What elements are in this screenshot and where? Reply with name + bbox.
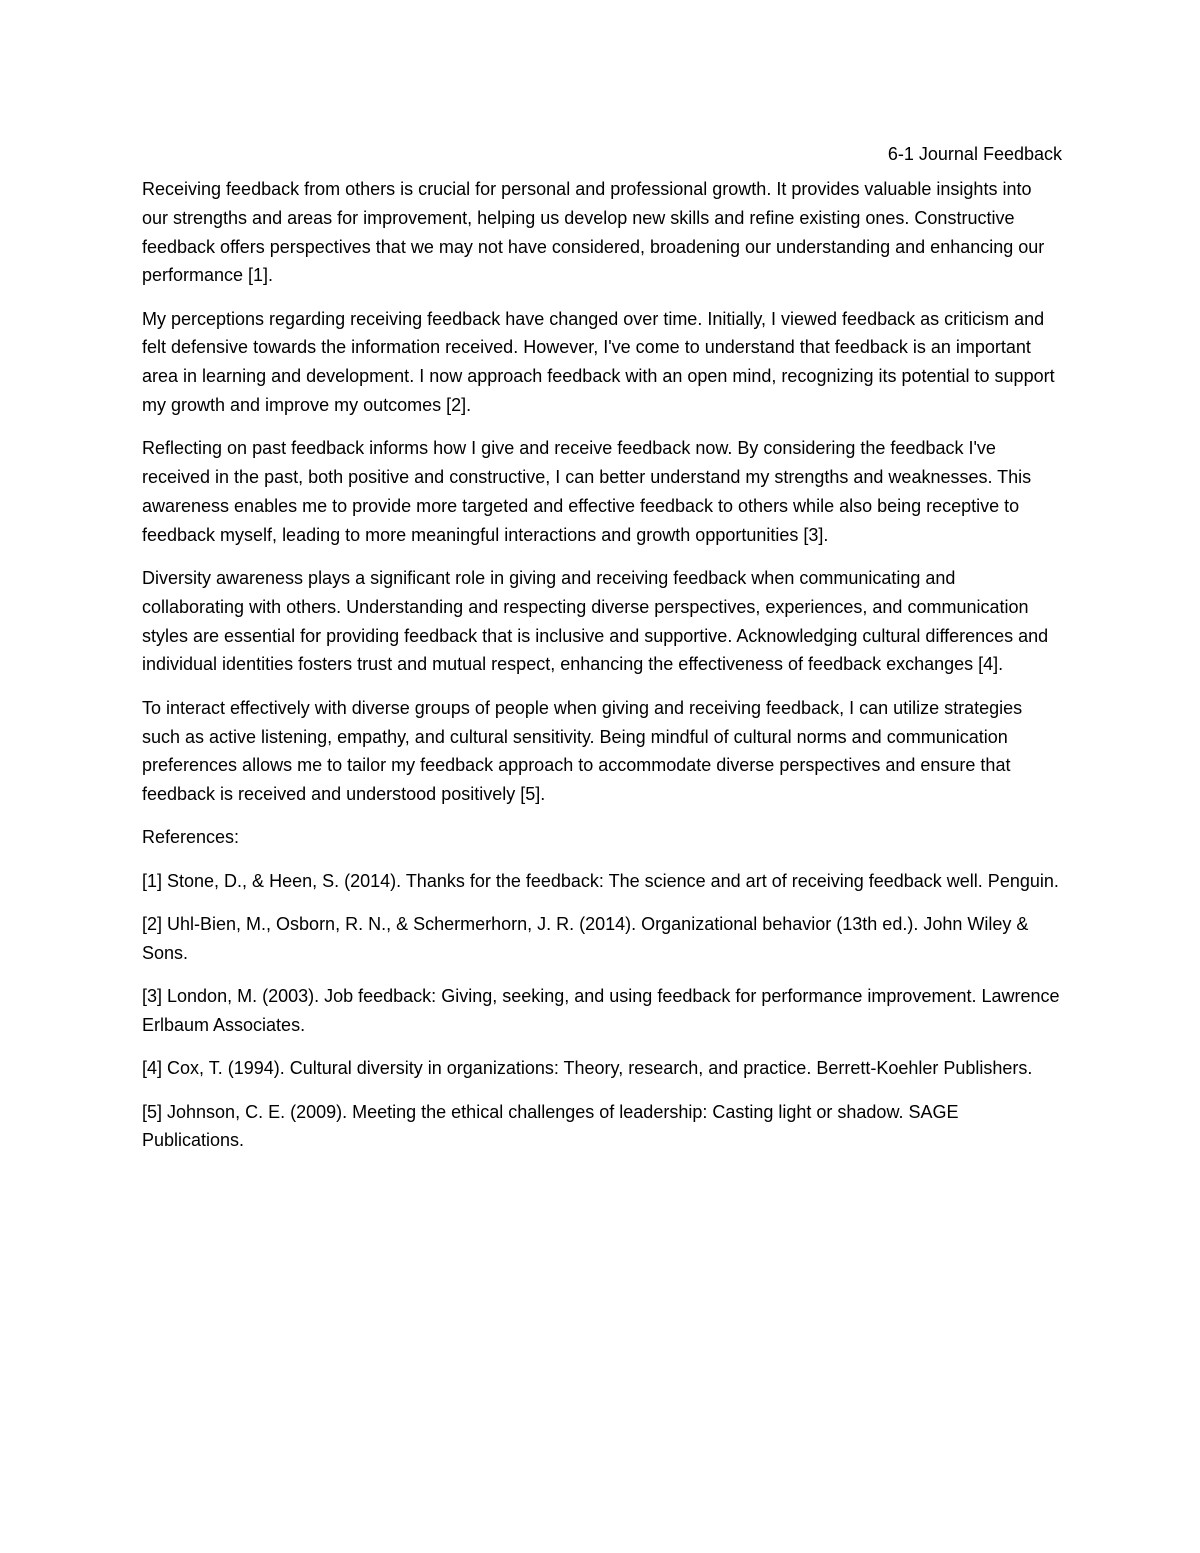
paragraph-changing-perceptions: My perceptions regarding receiving feedback have changed over time. Initially, I viewed feedback as criticism and felt defensive towards the information received. However, I've come to understand that feedback is an important area in learning and development. I now approach feedback with an open mind, recognizing its potential to support my growth and improve my outcomes [2].	[142, 308, 1055, 416]
document-title: 6-1 Journal Feedback	[887, 144, 1062, 164]
paragraph-feedback-importance: Receiving feedback from others is crucial for personal and professional growth. It provides valuable insights into our strengths and areas for improvement, helping us develop new skills and refine existing ones. Constructive feedback offers perspectives that we may not have considered, broadening our understanding and enhancing our performance [1].	[142, 179, 1045, 286]
references-heading: References:	[142, 827, 240, 848]
paragraph-reflecting-past-feedback: Reflecting on past feedback informs how I give and receive feedback now. By considering the feedback I've received in the past, both positive and constructive, I can better understand my strengths and weaknesses. This awareness enables me to provide more targeted and effective feedback to others while also being receptive to feedback myself, leading to more meaningful interactions and growth opportunities [3].	[142, 438, 1032, 545]
reference-item: [3] London, M. (2003). Job feedback: Giving, seeking, and using feedback for performance improvement. Lawrence Erlbaum Associates.	[142, 986, 1060, 1035]
reference-item: [1] Stone, D., & Heen, S. (2014). Thanks for the feedback: The science and art of receiving feedback well. Penguin.	[142, 870, 1059, 891]
reference-item: [5] Johnson, C. E. (2009). Meeting the ethical challenges of leadership: Casting light or shadow. SAGE Publications.	[142, 1101, 959, 1151]
references-list	[142, 867, 1062, 1155]
paragraph-interaction-strategies: To interact effectively with diverse groups of people when giving and receiving feedback, I can utilize strategies such as active listening, empathy, and cultural sensitivity. Being mindful of cultural norms and communication preferences allows me to tailor my feedback approach to accommodate diverse perspectives and ensure that feedback is received and understood positively [5].	[142, 697, 1023, 805]
reference-item: [2] Uhl-Bien, M., Osborn, R. N., & Schermerhorn, J. R. (2014). Organizational behavior (13th ed.). John Wiley & Sons.	[142, 914, 1029, 963]
reference-item: [4] Cox, T. (1994). Cultural diversity in organizations: Theory, research, and practice. Berrett-Koehler Publishers.	[142, 1058, 1033, 1079]
paragraph-diversity-awareness: Diversity awareness plays a significant role in giving and receiving feedback when communicating and collaborating with others. Understanding and respecting diverse perspectives, experiences, and communication styles are essential for providing feedback that is inclusive and supportive. Acknowledging cultural differences and individual identities fosters trust and mutual respect, enhancing the effectiveness of feedback exchanges [4].	[142, 568, 1049, 675]
document-page	[142, 140, 1062, 1170]
